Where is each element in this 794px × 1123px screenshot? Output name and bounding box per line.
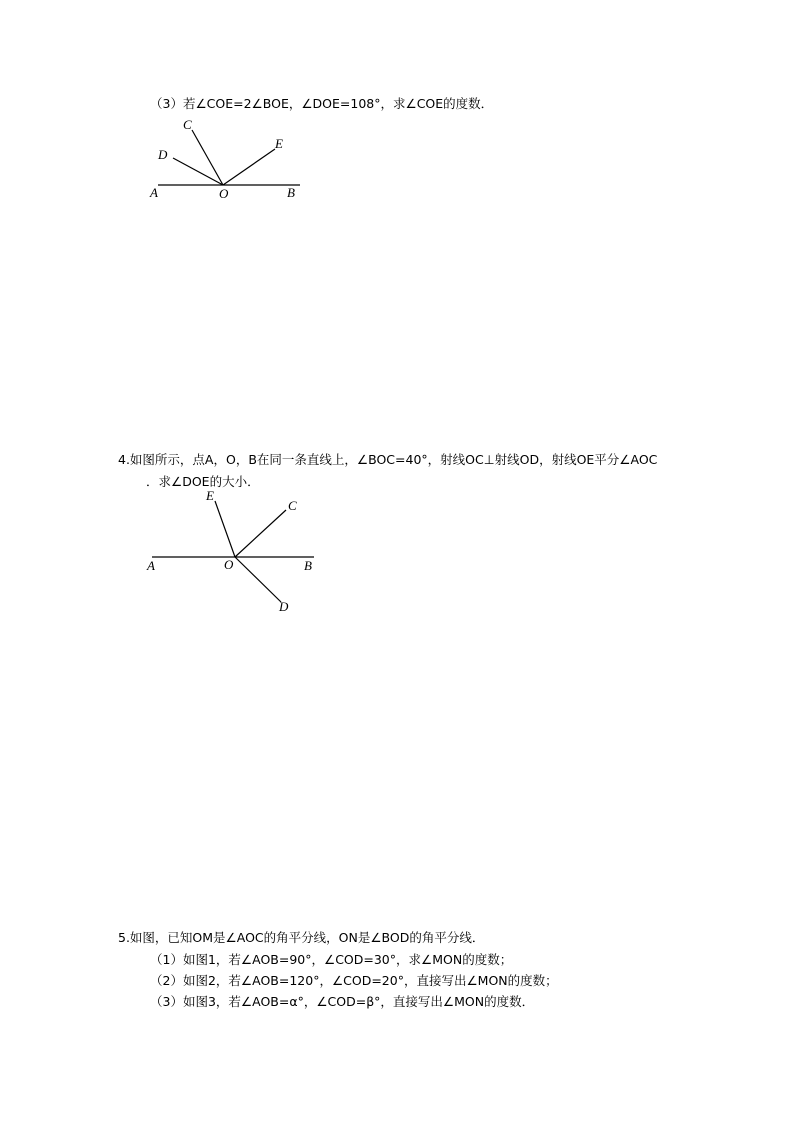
question-5-part-3: （3）如图3，若∠AOB=α°，∠COD=β°，直接写出∠MON的度数．: [150, 994, 535, 1009]
ray-OD: [235, 557, 281, 602]
label-O: O: [219, 186, 229, 201]
question-5-part-1: （1）如图1，若∠AOB=90°，∠COD=30°，求∠MON的度数；: [150, 952, 513, 967]
label-D: D: [279, 599, 289, 614]
label-A: A: [150, 185, 158, 200]
question-3-part-3: （3）若∠COE=2∠BOE，∠DOE=108°，求∠COE的度数．: [150, 96, 494, 111]
question-5-part-2: （2）如图2，若∠AOB=120°，∠COD=20°，直接写出∠MON的度数；: [150, 973, 558, 988]
ray-OC: [235, 510, 286, 557]
label-D: D: [158, 147, 168, 162]
label-B: B: [287, 185, 295, 200]
label-B: B: [304, 558, 312, 573]
question-4-line-1: 4.如图所示，点A，O，B在同一条直线上，∠BOC=40°，射线OC⊥射线OD，射线OE平分∠AOC: [118, 452, 658, 467]
label-C: C: [183, 117, 192, 132]
question-5-title: 5.如图，已知OM是∠AOC的角平分线，ON是∠BOD的角平分线．: [118, 930, 485, 945]
label-E: E: [275, 136, 283, 151]
label-E: E: [206, 488, 214, 503]
label-C: C: [288, 498, 297, 513]
figure-angles-1: [140, 110, 320, 205]
ray-OE: [215, 501, 235, 557]
question-4-line-2: ．求∠DOE的大小．: [146, 474, 260, 489]
label-A: A: [147, 558, 155, 573]
figure-angles-2: [140, 490, 330, 620]
label-O: O: [224, 557, 234, 572]
ray-OE: [223, 149, 275, 185]
